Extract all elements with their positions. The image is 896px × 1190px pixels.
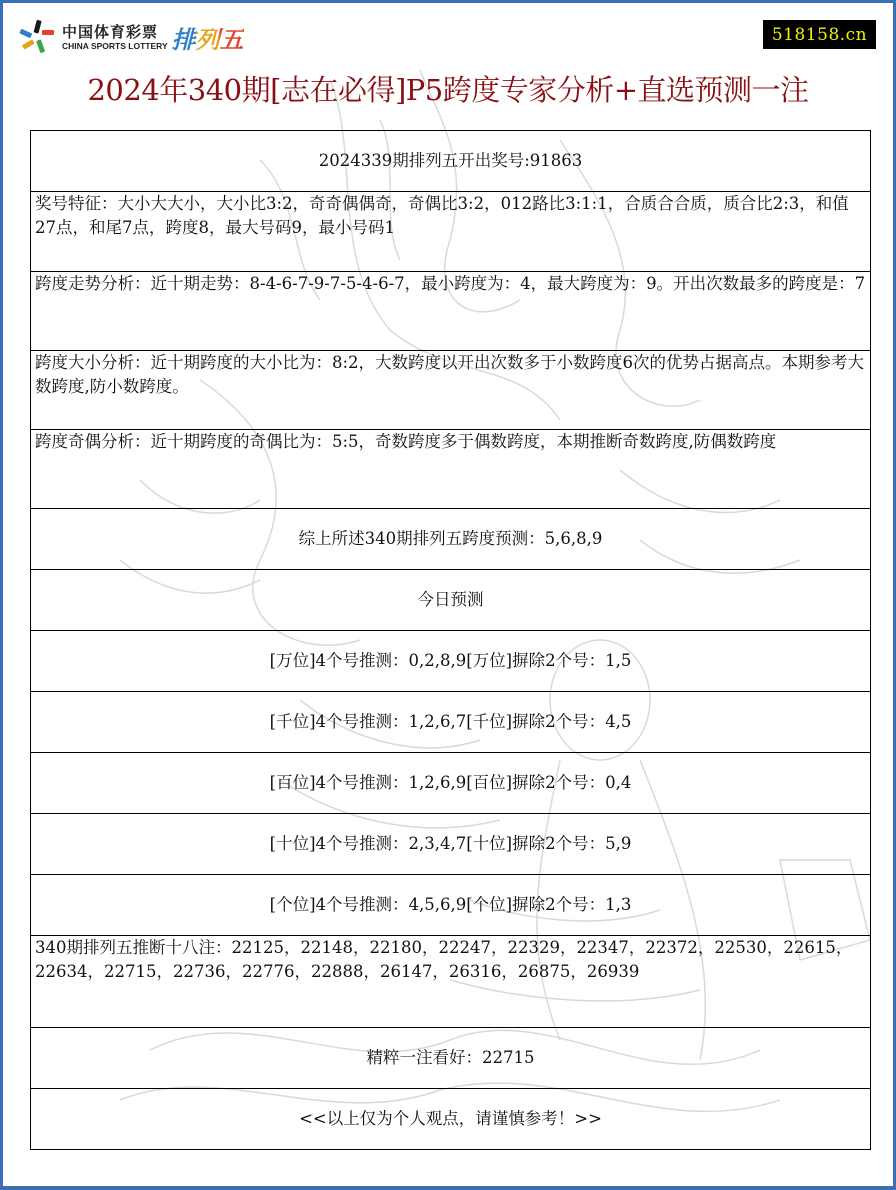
last-draw-result: 2024339期排列五开出奖号:91863 bbox=[31, 131, 871, 192]
china-sports-lottery-logo-icon bbox=[18, 18, 56, 56]
table-row bbox=[31, 692, 871, 753]
logo-text bbox=[62, 23, 168, 52]
tens-prediction: [十位]4个号推测：2,3,4,7[十位]摒除2个号：5,9 bbox=[31, 814, 871, 875]
span-prediction-summary: 综上所述340期排列五跨度预测：5,6,8,9 bbox=[31, 509, 871, 570]
table-row bbox=[31, 753, 871, 814]
logo-product-name: 排列五 bbox=[172, 20, 244, 55]
best-pick: 精粹一注看好：22715 bbox=[31, 1028, 871, 1089]
table-row bbox=[31, 631, 871, 692]
table-row bbox=[31, 1028, 871, 1089]
table-row bbox=[31, 351, 871, 430]
table-row bbox=[31, 509, 871, 570]
lottery-logo bbox=[18, 17, 244, 57]
draw-features: 奖号特征：大小大大小，大小比3:2，奇奇偶偶奇，奇偶比3:2，012路比3:1:1，合质合合质，质合比2:3，和值27点，和尾7点，跨度8，最大号码9，最小号码1 bbox=[31, 192, 871, 272]
table-row bbox=[31, 272, 871, 351]
table-row bbox=[31, 875, 871, 936]
span-trend-analysis: 跨度走势分析：近十期走势：8-4-6-7-9-7-5-4-6-7，最小跨度为：4，最大跨度为：9。开出次数最多的跨度是：7 bbox=[31, 272, 871, 351]
page-title: 2024年340期[志在必得]P5跨度专家分析+直选预测一注 bbox=[87, 73, 809, 107]
disclaimer: <<以上仅为个人观点，请谨慎参考！>> bbox=[31, 1089, 871, 1150]
thousands-prediction: [千位]4个号推测：1,2,6,7[千位]摒除2个号：4,5 bbox=[31, 692, 871, 753]
today-prediction-heading: 今日预测 bbox=[31, 570, 871, 631]
table-row bbox=[31, 814, 871, 875]
eighteen-combinations: 340期排列五推断十八注：22125，22148，22180，22247，22329，22347，22372，22530，22615，22634，22715，22736，22776，22888，26147，26316，26875，26939 bbox=[31, 936, 871, 1028]
logo-cn-text: 中国体育彩票 bbox=[62, 22, 159, 41]
header bbox=[0, 0, 896, 62]
span-size-analysis: 跨度大小分析：近十期跨度的大小比为：8:2，大数跨度以开出次数多于小数跨度6次的优势占据高点。本期参考大数跨度,防小数跨度。 bbox=[31, 351, 871, 430]
span-odd-even-analysis: 跨度奇偶分析：近十期跨度的奇偶比为：5:5，奇数跨度多于偶数跨度，本期推断奇数跨度,防偶数跨度 bbox=[31, 430, 871, 509]
table-row bbox=[31, 430, 871, 509]
hundreds-prediction: [百位]4个号推测：1,2,6,9[百位]摒除2个号：0,4 bbox=[31, 753, 871, 814]
logo-en-text: CHINA SPORTS LOTTERY bbox=[62, 40, 168, 51]
units-prediction: [个位]4个号推测：4,5,6,9[个位]摒除2个号：1,3 bbox=[31, 875, 871, 936]
table-row bbox=[31, 936, 871, 1028]
table-row bbox=[31, 1089, 871, 1150]
table-row bbox=[31, 192, 871, 272]
analysis-table bbox=[30, 130, 871, 1150]
table-row bbox=[31, 131, 871, 192]
site-domain-badge[interactable]: 518158.cn bbox=[763, 20, 876, 49]
table-row bbox=[31, 570, 871, 631]
ten-thousands-prediction: [万位]4个号推测：0,2,8,9[万位]摒除2个号：1,5 bbox=[31, 631, 871, 692]
